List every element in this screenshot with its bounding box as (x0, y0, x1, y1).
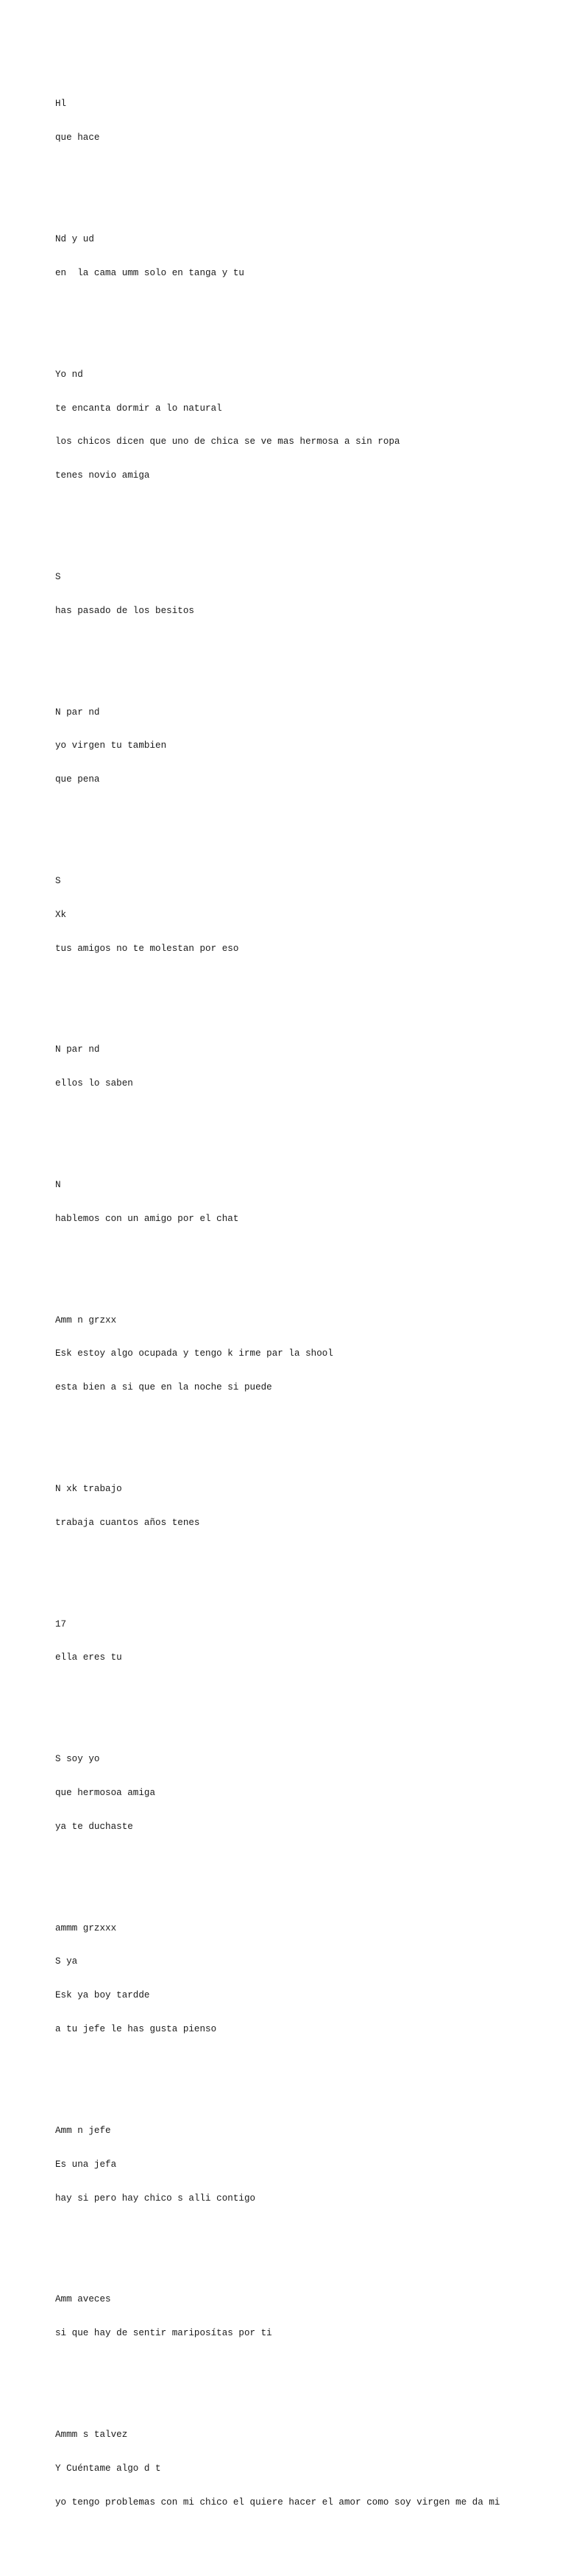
text-line: los chicos dicen que uno de chica se ve mas hermosa a sin ropa (55, 436, 400, 447)
text-line: Amm n grzxx (55, 1314, 117, 1326)
message-block (55, 1157, 555, 1247)
message-block (55, 211, 555, 301)
text-line: N par nd (55, 707, 100, 718)
message-block (55, 684, 555, 808)
text-line: Y Cuéntame algo d t (55, 2463, 161, 2474)
message-block (55, 853, 555, 977)
message-block (55, 1292, 555, 1416)
text-line: yo tengo problemas con mi chico el quiere hacer el amor como soy virgen me da mi (55, 2497, 500, 2508)
text-line: ellos lo saben (55, 1078, 133, 1089)
message-block (55, 347, 555, 504)
message-block (55, 1022, 555, 1112)
text-line: Amm aveces (55, 2294, 111, 2305)
text-line: tenes novio amiga (55, 470, 150, 481)
text-line: tus amigos no te molestan por eso (55, 943, 239, 954)
text-line: ammm grzxxx (55, 1922, 117, 1933)
message-block (55, 2407, 555, 2530)
text-line: hablemos con un amigo por el chat (55, 1213, 239, 1224)
text-line: Es una jefa (55, 2159, 117, 2170)
text-line: ya te duchaste (55, 1821, 133, 1832)
text-line: si que hay de sentir mariposítas por ti (55, 2328, 272, 2339)
text-line: Ammm s talvez (55, 2429, 128, 2440)
text-line: ella eres tu (55, 1652, 122, 1663)
text-line: Amm n jefe (55, 2125, 111, 2136)
text-line: Xk (55, 909, 67, 920)
text-line: N (55, 1179, 61, 1190)
message-block (55, 2272, 555, 2362)
text-line: Yo nd (55, 369, 83, 380)
message-block (55, 1732, 555, 1855)
text-line: esta bien a si que en la noche si puede (55, 1382, 272, 1393)
text-line: Hl (55, 99, 67, 110)
text-line: a tu jefe le has gusta pienso (55, 2024, 217, 2035)
text-line: has pasado de los besitos (55, 605, 194, 616)
text-line: S (55, 875, 61, 886)
message-block (55, 2103, 555, 2226)
message-block (55, 1596, 555, 1686)
message-block (55, 77, 555, 166)
text-line: S soy yo (55, 1754, 100, 1765)
text-line: N par nd (55, 1044, 100, 1055)
text-line: Esk estoy algo ocupada y tengo k irme par la shool (55, 1348, 333, 1359)
text-line: que pena (55, 774, 100, 785)
text-line: yo virgen tu tambien (55, 740, 167, 751)
chat-transcript (55, 43, 555, 2576)
text-line: te encanta dormir a lo natural (55, 403, 222, 414)
text-line: que hace (55, 132, 100, 144)
message-block (55, 549, 555, 639)
message-block (55, 1461, 555, 1551)
text-line: 17 (55, 1618, 67, 1630)
text-line: S (55, 571, 61, 582)
text-line: que hermosoa amiga (55, 1788, 156, 1799)
text-line: Esk ya boy tardde (55, 1990, 150, 2001)
text-line: trabaja cuantos años tenes (55, 1517, 200, 1528)
message-block (55, 1900, 555, 2058)
text-line: en la cama umm solo en tanga y tu (55, 267, 244, 278)
text-line: hay si pero hay chico s alli contigo (55, 2193, 256, 2204)
text-line: Nd y ud (55, 234, 94, 245)
text-line: N xk trabajo (55, 1484, 122, 1494)
text-line: S ya (55, 1956, 78, 1967)
